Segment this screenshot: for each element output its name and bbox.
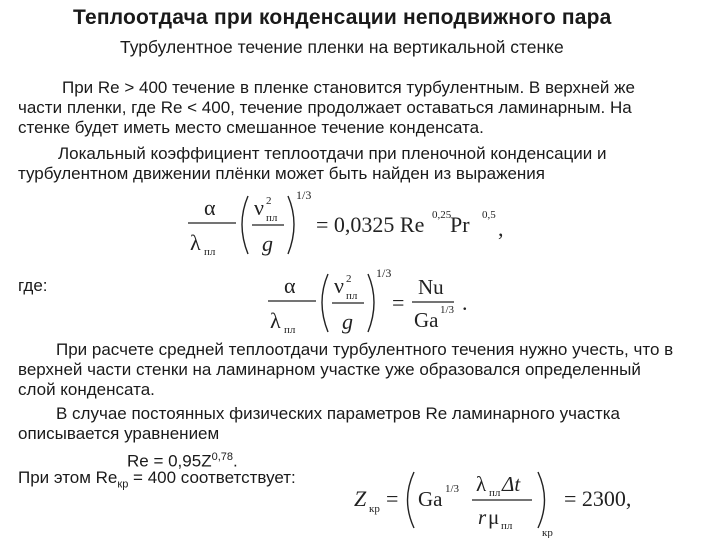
right-paren xyxy=(288,196,294,254)
alpha-symbol: α xyxy=(284,273,296,298)
mu-symbol: μ xyxy=(488,505,500,529)
exponent-one-third: 1/3 xyxy=(440,304,455,316)
text-line: Локальный коэффициент теплоотдачи при пленочной конденсации и xyxy=(58,144,607,163)
formula-critical-z xyxy=(352,466,632,538)
paragraph-3 xyxy=(18,340,673,400)
nu-symbol: ν xyxy=(334,273,344,298)
formula-local-heat-transfer xyxy=(184,188,514,260)
pr-symbol: Pr xyxy=(450,212,470,237)
galileo-symbol: Ga xyxy=(418,487,443,511)
last-line-suffix: = 400 соответствует: xyxy=(128,468,296,487)
lambda-symbol: λ xyxy=(190,230,201,255)
formula-rhs: = 0,0325 Re xyxy=(316,212,425,237)
formula-nusselt xyxy=(266,266,476,338)
where-label: где: xyxy=(18,276,48,295)
pr-exponent: 0,5 xyxy=(482,209,496,221)
text-line: При расчете средней теплоотдачи турбулентного течения нужно учесть, что в xyxy=(56,340,674,359)
nusselt-symbol: Nu xyxy=(418,275,444,299)
galileo-symbol: Ga xyxy=(414,308,439,332)
last-line xyxy=(18,468,296,494)
lambda-symbol: λ xyxy=(476,472,487,496)
subscript-pl: пл xyxy=(346,290,358,302)
text-line: стенке будет иметь место смешанное течение конденсата. xyxy=(18,118,484,137)
g-symbol: g xyxy=(262,231,273,256)
r-symbol: r xyxy=(478,505,487,529)
exponent-one-third: 1/3 xyxy=(376,266,392,280)
text-line: турбулентном движении плёнки может быть найден из выражения xyxy=(18,164,545,183)
equals-sign: = xyxy=(392,290,405,315)
subscript-pl: пл xyxy=(284,324,296,336)
lambda-symbol: λ xyxy=(270,308,281,333)
superscript-2: 2 xyxy=(346,273,352,285)
equation-end: . xyxy=(233,451,238,471)
subscript-pl: пл xyxy=(501,520,513,532)
formula-result: = 2300, xyxy=(564,486,632,511)
paragraph-4 xyxy=(18,404,620,444)
subscript-pl: пл xyxy=(266,212,278,224)
g-symbol: g xyxy=(342,309,353,334)
last-line-prefix: При этом Re xyxy=(18,468,118,487)
delta-t-symbol: Δt xyxy=(502,472,521,496)
text-line: описывается уравнением xyxy=(18,424,220,443)
alpha-symbol: α xyxy=(204,195,216,220)
right-paren xyxy=(538,472,545,528)
right-paren xyxy=(368,274,374,332)
paragraph-2 xyxy=(18,144,606,184)
equals-sign: = xyxy=(386,486,399,511)
paragraph-1 xyxy=(18,78,635,138)
left-paren xyxy=(242,196,248,254)
exponent-one-third: 1/3 xyxy=(445,483,460,495)
subscript-pl: пл xyxy=(489,487,501,499)
equation-exponent: 0,78 xyxy=(211,451,233,463)
text-line: В случае постоянных физических параметров Re ламинарного участка xyxy=(56,404,620,423)
equation-text: Re = 0,95Z xyxy=(127,451,212,471)
text-line: слой конденсата. xyxy=(18,380,155,399)
exponent-one-third: 1/3 xyxy=(296,188,312,202)
outer-subscript: кр xyxy=(542,527,553,538)
text-line: части пленки, где Re < 400, течение продолжает оставаться ламинарным. На xyxy=(18,98,632,117)
formula-end: . xyxy=(462,290,468,315)
re-exponent: 0,25 xyxy=(432,209,452,221)
z-subscript: кр xyxy=(369,503,380,515)
text-line: верхней части стенки на ламинарном участке уже образовался определенный xyxy=(18,360,641,379)
formula-end: , xyxy=(498,216,504,241)
left-paren xyxy=(408,472,415,528)
page-subtitle: Турбулентное течение пленки на вертикальной стенке xyxy=(120,37,564,57)
page-title: Теплоотдача при конденсации неподвижного пара xyxy=(73,6,612,29)
nu-symbol: ν xyxy=(254,195,264,220)
last-line-subscript: кр xyxy=(117,478,129,491)
left-paren xyxy=(322,274,328,332)
text-line: При Re > 400 течение в пленке становится турбулентным. В верхней же xyxy=(62,78,635,97)
subscript-pl: пл xyxy=(204,246,216,258)
superscript-2: 2 xyxy=(266,195,272,207)
z-symbol: Z xyxy=(354,486,367,511)
